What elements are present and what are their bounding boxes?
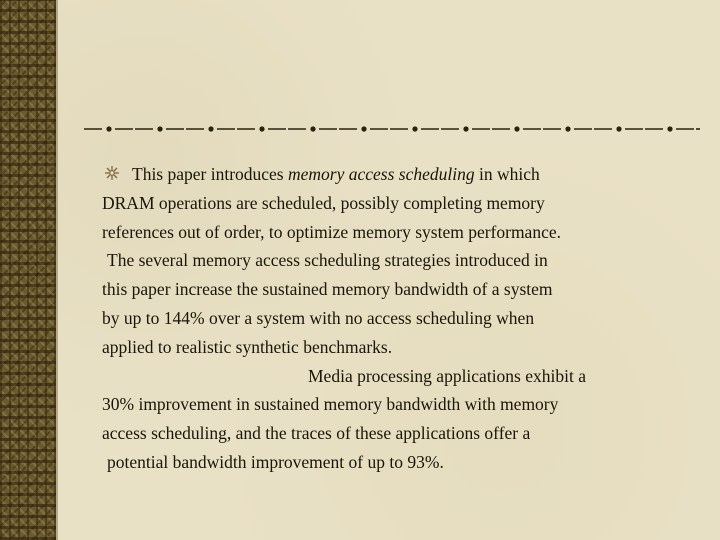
divider-dot xyxy=(260,127,264,131)
text-line-5: this paper increase the sustained memory bandwidth of a system xyxy=(102,279,553,300)
divider-dot xyxy=(158,127,162,131)
divider-dot xyxy=(209,127,213,131)
emphasized-term: memory access scheduling xyxy=(288,164,475,184)
text-line-1: This paper introduces memory access scheduling in which xyxy=(132,164,540,184)
divider-dot xyxy=(413,127,417,131)
text-line-8: Media processing applications exhibit a xyxy=(308,365,586,386)
divider-dot xyxy=(311,127,315,131)
text-line-7: applied to realistic synthetic benchmarks. xyxy=(102,336,393,357)
divider-dot xyxy=(362,127,366,131)
text-line-6: by up to 144% over a system with no access scheduling when xyxy=(102,307,535,328)
dash-dot-divider xyxy=(84,122,700,136)
text-line-3: references out of order, to optimize memory system performance. xyxy=(102,221,561,242)
text-line-11: potential bandwidth improvement of up to 93%. xyxy=(107,451,444,472)
slide-body-text xyxy=(102,160,662,477)
divider-dot xyxy=(617,127,621,131)
text-line-2: DRAM operations are scheduled, possibly completing memory xyxy=(102,192,545,213)
decorative-border-strip xyxy=(0,0,56,540)
divider-dot xyxy=(566,127,570,131)
divider-dot xyxy=(107,127,111,131)
text-line-10: access scheduling, and the traces of these applications offer a xyxy=(102,423,531,444)
text-line-4: The several memory access scheduling strategies introduced in xyxy=(107,250,548,271)
divider-dot xyxy=(668,127,672,131)
text-line-9: 30% improvement in sustained memory bandwidth with memory xyxy=(102,394,559,415)
divider-dot xyxy=(464,127,468,131)
divider-dot xyxy=(515,127,519,131)
